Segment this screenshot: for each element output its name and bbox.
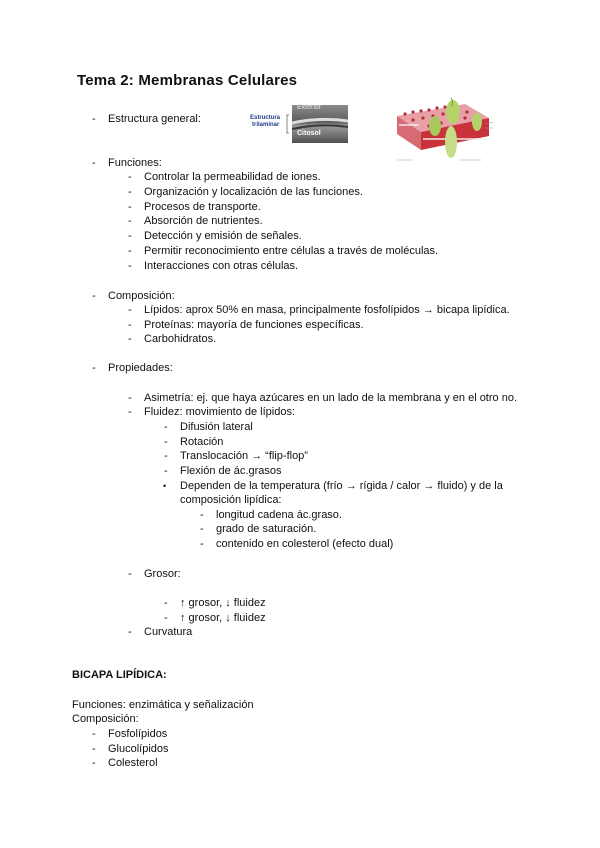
bullet-dash: -: [128, 230, 132, 242]
funciones-item: Organización y localización de las funciones.: [144, 186, 363, 198]
fluidez-item: Flexión de ác.grasos: [180, 465, 282, 477]
bullet-dash: -: [92, 157, 96, 169]
bullet-dash: -: [200, 538, 204, 550]
bullet-dash: -: [128, 304, 132, 316]
dependen-item: grado de saturación.: [216, 523, 317, 535]
page-title: Tema 2: Membranas Celulares: [77, 72, 298, 89]
grosor-item: ↑ grosor, ↓ fluidez: [180, 597, 266, 609]
composicion-item: Proteínas: mayoría de funciones específicas.: [144, 319, 364, 331]
bullet-dash: -: [92, 743, 96, 755]
bicapa-item: Fosfolípidos: [108, 728, 168, 740]
fluidez-text: Fluidez: movimiento de lípidos:: [144, 406, 296, 418]
bullet-dash: -: [164, 612, 168, 624]
composicion-label: Composición:: [108, 290, 175, 302]
bullet-dash: -: [128, 186, 132, 198]
bullet-dash: -: [128, 333, 132, 345]
dependen-line2: composición lipídica:: [180, 494, 282, 506]
funciones-item: Permitir reconocimiento entre células a través de moléculas.: [144, 245, 439, 257]
dependen-item: contenido en colesterol (efecto dual): [216, 538, 394, 550]
bullet-dash: -: [128, 319, 132, 331]
curvatura-text: Curvatura: [144, 626, 193, 638]
bullet-dash: -: [92, 362, 96, 374]
bullet-dash: -: [128, 406, 132, 418]
grosor-text: Grosor:: [144, 568, 181, 580]
bullet-dash: -: [92, 290, 96, 302]
trilaminar-figure: [250, 103, 350, 145]
dependen-line1: Dependen de la temperatura (frío → rígida / calor → fluido) y de la: [180, 480, 503, 492]
bullet-dash: -: [164, 436, 168, 448]
fluidez-item: Rotación: [180, 436, 224, 448]
bullet-dash: -: [164, 450, 168, 462]
bicapa-heading: BICAPA LIPÍDICA:: [72, 669, 167, 681]
bullet-dash: -: [164, 597, 168, 609]
funciones-item: Controlar la permeabilidad de iones.: [144, 171, 321, 183]
grosor-item: ↑ grosor, ↓ fluidez: [180, 612, 266, 624]
bicapa-composicion: Composición:: [72, 713, 139, 725]
membrane-model-figure: [393, 98, 497, 166]
caption-line2: trilaminar: [252, 122, 280, 128]
bullet-dash: -: [200, 509, 204, 521]
funciones-item: Absorción de nutrientes.: [144, 215, 263, 227]
fluidez-item: Difusión lateral: [180, 421, 253, 433]
exterior-label: Exterior: [297, 104, 322, 111]
bullet-dash: -: [92, 757, 96, 769]
funciones-item: Procesos de transporte.: [144, 201, 261, 213]
composicion-item: Lípidos: aprox 50% en masa, principalmente fosfolípidos → bicapa lipídica.: [144, 304, 510, 316]
citosol-label: Citosol: [297, 130, 321, 137]
composicion-item: Carbohidratos.: [144, 333, 217, 345]
bullet-dash: -: [128, 626, 132, 638]
asimetria-text: Asimetría: ej. que haya azúcares en un lado de la membrana y en el otro no.: [144, 392, 517, 404]
propiedades-label: Propiedades:: [108, 362, 173, 374]
bullet-dash: -: [128, 260, 132, 272]
bullet-dash: -: [128, 201, 132, 213]
bullet-dash: -: [164, 421, 168, 433]
bullet-dash: -: [164, 465, 168, 477]
bicapa-item: Colesterol: [108, 757, 158, 769]
bullet-dash: -: [128, 392, 132, 404]
bullet-dash: -: [128, 568, 132, 580]
bullet-dash: -: [92, 728, 96, 740]
bicapa-funciones: Funciones: enzimática y señalización: [72, 699, 254, 711]
bullet-dash: -: [200, 523, 204, 535]
funciones-label: Funciones:: [108, 157, 162, 169]
bullet-dash: -: [128, 171, 132, 183]
bullet-dot: •: [163, 481, 167, 491]
fluidez-item: Translocación → “flip-flop”: [180, 450, 308, 462]
bullet-dash: -: [128, 245, 132, 257]
dependen-item: longitud cadena ác.graso.: [216, 509, 342, 521]
caption-line1: Estructura: [250, 115, 281, 121]
bullet-dash: -: [92, 113, 96, 125]
structure-label: Estructura general:: [108, 113, 201, 125]
bullet-dash: -: [128, 215, 132, 227]
funciones-item: Detección y emisión de señales.: [144, 230, 302, 242]
bicapa-item: Glucolípidos: [108, 743, 169, 755]
funciones-item: Interacciones con otras células.: [144, 260, 299, 272]
